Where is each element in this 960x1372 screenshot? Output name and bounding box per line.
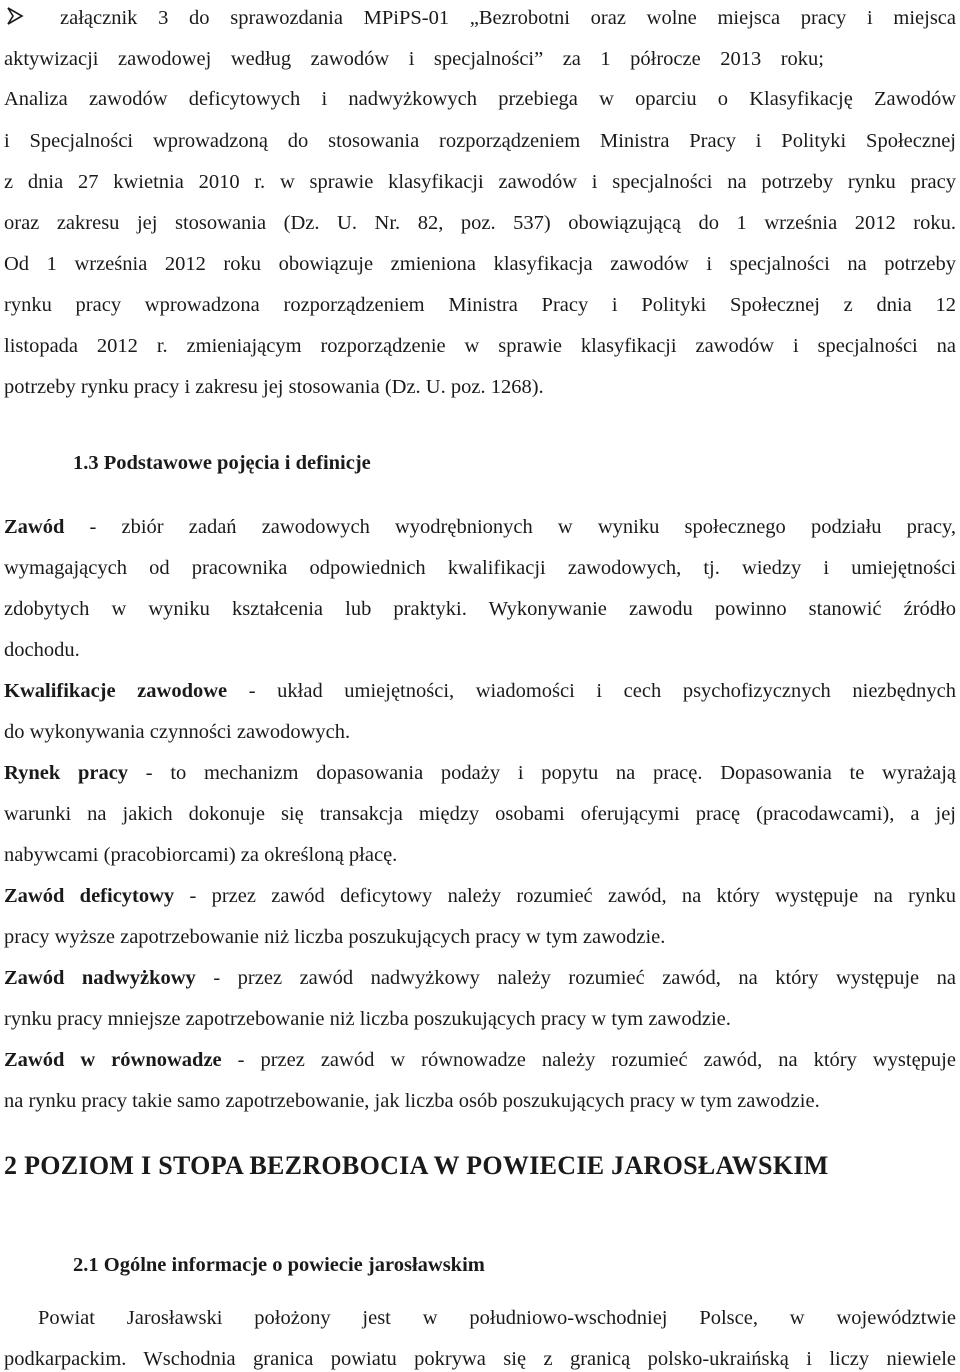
arrow-bullet-icon xyxy=(6,6,24,26)
definition-nadwyzkowy-line-1 xyxy=(4,965,956,991)
definition-term: Zawód nadwyżkowy xyxy=(4,967,196,989)
definition-deficytowy-line-2: pracy wyższe zapotrzebowanie niż liczba poszukujących pracy w tym zawodzie. xyxy=(4,926,666,948)
intro-line-7: listopada 2012 r. zmieniającym rozporządzenie w sprawie klasyfikacji zawodów i specjalności na xyxy=(4,335,956,357)
definition-term: Rynek pracy xyxy=(4,762,129,784)
definition-text: - przez zawód w równowadze należy rozumieć zawód, na który występuje xyxy=(221,1049,956,1071)
chapter-heading-2: 2 POZIOM I STOPA BEZROBOCIA W POWIECIE JAROSŁAWSKIM xyxy=(4,1151,829,1180)
definition-rynek-line-3: nabywcami (pracobiorcami) za określoną płacę. xyxy=(4,844,398,866)
closing-line-2: podkarpackim. Wschodnia granica powiatu pokrywa się z granicą polsko-ukraińską i liczy niewiele xyxy=(4,1348,956,1370)
definition-deficytowy-line-1 xyxy=(4,883,956,909)
definition-text: - przez zawód deficytowy należy rozumieć zawód, na który występuje na rynku xyxy=(174,885,956,907)
definition-rownowadze-line-2: na rynku pracy takie samo zapotrzebowanie, jak liczba osób poszukujących pracy w tym zawodzie. xyxy=(4,1090,820,1112)
definition-zawod-line-3: zdobytych w wyniku kształcenia lub praktyki. Wykonywanie zawodu powinno stanowić źródło xyxy=(4,598,956,620)
definition-kwalifikacje-line-1 xyxy=(4,678,956,704)
definition-zawod-line-4: dochodu. xyxy=(4,639,80,661)
bullet-line-2: aktywizacji zawodowej według zawodów i specjalności” za 1 półrocze 2013 roku; xyxy=(4,48,824,70)
bullet-line-1: załącznik 3 do sprawozdania MPiPS-01 „Bezrobotni oraz wolne miejsca pracy i miejsca xyxy=(60,7,956,29)
definition-term: Zawód w równowadze xyxy=(4,1049,222,1071)
definition-zawod-line-1 xyxy=(4,514,956,540)
intro-line-5: Od 1 września 2012 roku obowiązuje zmieniona klasyfikacja zawodów i specjalności na potrzeby xyxy=(4,253,956,275)
definition-nadwyzkowy-line-2: rynku pracy mniejsze zapotrzebowanie niż liczba poszukujących pracy w tym zawodzie. xyxy=(4,1008,731,1030)
section-heading-2-1: 2.1 Ogólne informacje o powiecie jarosławskim xyxy=(73,1254,485,1276)
definition-zawod-line-2: wymagających od pracownika odpowiednich kwalifikacji zawodowych, tj. wiedzy i umiejętności xyxy=(4,557,956,579)
intro-line-1: Analiza zawodów deficytowych i nadwyżkowych przebiega w oparciu o Klasyfikację Zawodów xyxy=(4,88,956,110)
definition-term: Zawód deficytowy xyxy=(4,885,175,907)
intro-line-2: i Specjalności wprowadzoną do stosowania rozporządzeniem Ministra Pracy i Polityki Społecznej xyxy=(4,130,956,152)
definition-rynek-line-2: warunki na jakich dokonuje się transakcja między osobami oferującymi pracę (pracodawcami), a jej xyxy=(4,803,956,825)
definition-text: - zbiór zadań zawodowych wyodrębnionych w wyniku społecznego podziału pracy, xyxy=(64,516,956,538)
definition-text: - układ umiejętności, wiadomości i cech psychofizycznych niezbędnych xyxy=(227,680,956,702)
closing-line-1: Powiat Jarosławski położony jest w południowo-wschodniej Polsce, w województwie xyxy=(38,1307,956,1329)
definition-rownowadze-line-1 xyxy=(4,1047,956,1073)
intro-line-8: potrzeby rynku pracy i zakresu jej stosowania (Dz. U. poz. 1268). xyxy=(4,376,544,398)
intro-line-6: rynku pracy wprowadzona rozporządzeniem Ministra Pracy i Polityki Społecznej z dnia 12 xyxy=(4,294,956,316)
definition-term: Kwalifikacje zawodowe xyxy=(4,680,228,702)
definition-rynek-line-1 xyxy=(4,760,956,786)
intro-line-3: z dnia 27 kwietnia 2010 r. w sprawie klasyfikacji zawodów i specjalności na potrzeby rynku pracy xyxy=(4,171,956,193)
definition-text: - to mechanizm dopasowania podaży i popytu na pracę. Dopasowania te wyrażają xyxy=(128,762,956,784)
definition-term: Zawód xyxy=(4,516,65,538)
intro-line-4: oraz zakresu jej stosowania (Dz. U. Nr. 82, poz. 537) obowiązującą do 1 września 2012 roku. xyxy=(4,212,956,234)
definition-kwalifikacje-line-2: do wykonywania czynności zawodowych. xyxy=(4,721,351,743)
section-heading-1-3: 1.3 Podstawowe pojęcia i definicje xyxy=(73,452,371,474)
definition-text: - przez zawód nadwyżkowy należy rozumieć zawód, na który występuje na xyxy=(195,967,956,989)
